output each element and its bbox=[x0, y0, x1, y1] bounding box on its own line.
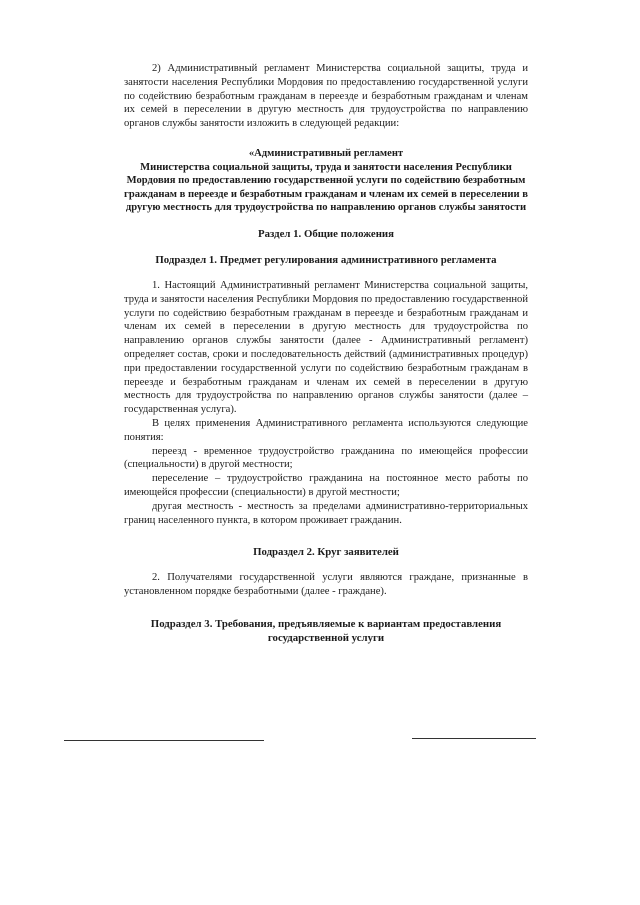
term-pereselenie: переселение – трудоустройство гражданина на постоянное место работы по имеющейся профессии (специальности) в другой местности; bbox=[124, 473, 528, 498]
subsection2-heading: Подраздел 2. Круг заявителей bbox=[253, 546, 399, 559]
document-body bbox=[124, 62, 528, 645]
section1-heading: Раздел 1. Общие положения bbox=[258, 227, 394, 240]
intro-paragraph: 2) Административный регламент Министерства социальной защиты, труда и занятости населения Республики Мордовия по предоставлению государственной услуги по содействию безработным гражданам в переезде и безработным гражданам и членам их семей в переселении в другую местность для трудоустройства по направлению органов службы занятости изложить в следующей редакции: bbox=[124, 63, 528, 130]
term-drugaya-mestnost: другая местность - местность за пределами административно-территориальных границ населенного пункта, в котором проживает гражданин. bbox=[124, 500, 528, 526]
paragraph-2: 2. Получателями государственной услуги являются граждане, признанные в установленном порядке безработными (далее - граждане). bbox=[124, 572, 528, 598]
paragraph-terms-intro: В целях применения Административного регламента используются следующие понятия: bbox=[124, 417, 528, 443]
subsection1-heading: Подраздел 1. Предмет регулирования административного регламента bbox=[155, 253, 497, 266]
signature-line-right bbox=[412, 738, 536, 739]
regulation-title-line2: Министерства социальной защиты, труда и занятости населения Республики Мордовия по предоставлению государственной услуги по содействию безработным гражданам в переезде и безработным гражданам и членам их семей в переселении в другую местность для трудоустройства по направлению органов службы занятости bbox=[124, 161, 528, 214]
signature-line-left bbox=[64, 740, 264, 741]
term-pereezd: переезд - временное трудоустройство гражданина по имеющейся профессии (специальности) в другой местности; bbox=[124, 445, 528, 471]
regulation-title-line1: «Административный регламент bbox=[248, 147, 404, 159]
regulation-title bbox=[124, 147, 528, 215]
paragraph-1: 1. Настоящий Административный регламент Министерства социальной защиты, труда и занятости населения Республики Мордовия по предоставлению государственной услуги по содействию безработным гражданам в переезде и безработным гражданам и членам их семей в переселении в другую местность для трудоустройства по направлению органов службы занятости (далее - Административный регламент) определяет состав, сроки и последовательность действий (административных процедур) при предоставлении государственной услуги по содействию безработным гражданам в переезде и безработным гражданам и членам их семей в переселении в другую местность для трудоустройства по направлению органов службы занятости (далее – государственная услуга). bbox=[124, 279, 528, 416]
subsection3-heading: Подраздел 3. Требования, предъявляемые к вариантам предоставления государственной услуги bbox=[150, 617, 502, 644]
